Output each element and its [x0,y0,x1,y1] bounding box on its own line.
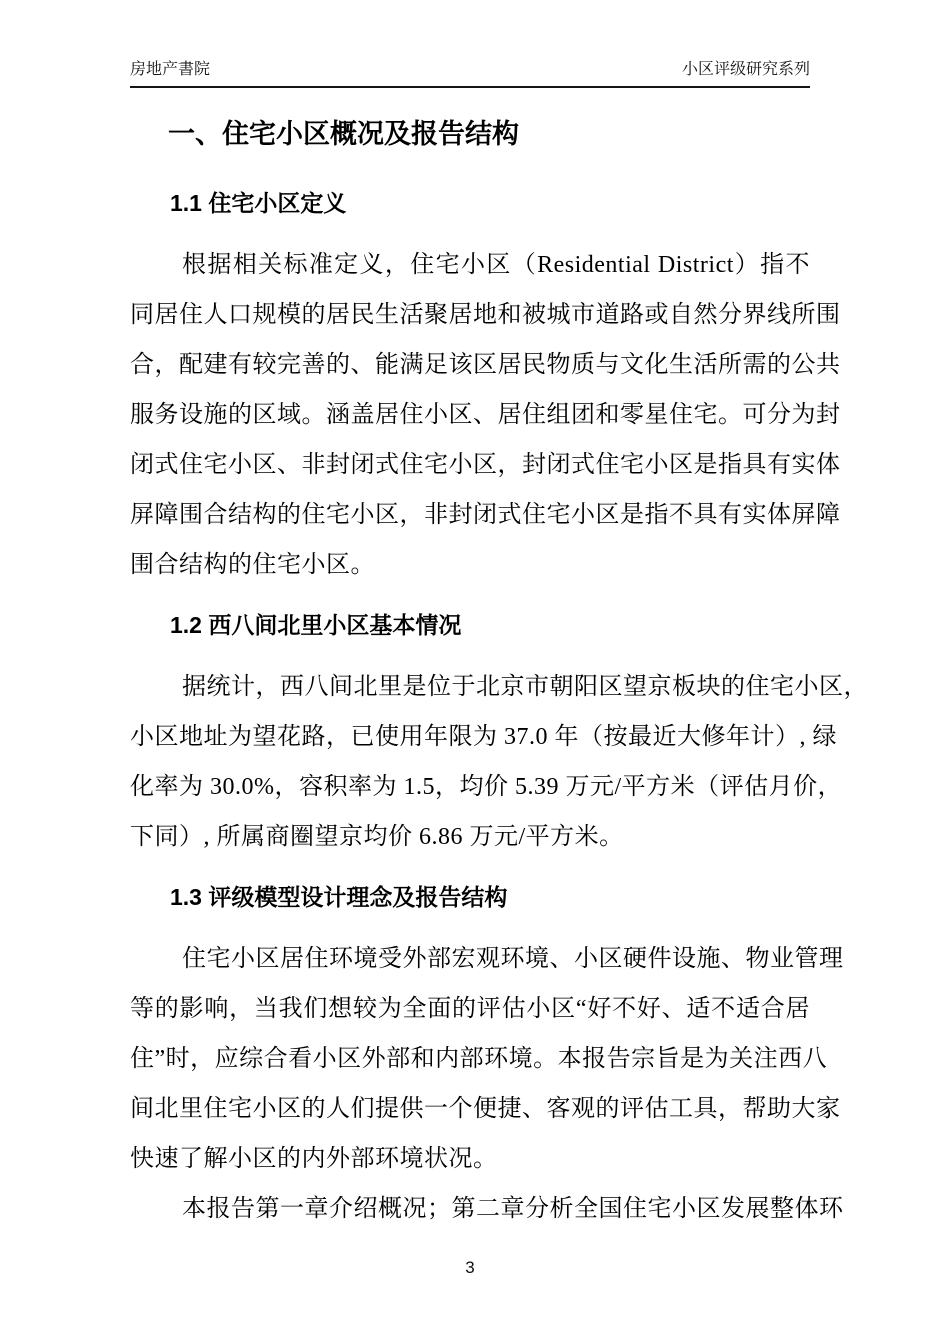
paragraph-line: 本报告第一章介绍概况；第二章分析全国住宅小区发展整体环 [182,1196,844,1222]
paragraph-line: 围合结构的住宅小区。 [130,552,375,578]
section-heading-1-1: 1.1 住宅小区定义 [170,190,347,216]
page-footer [130,1258,810,1278]
section-heading-1-3: 1.3 评级模型设计理念及报告结构 [170,884,508,910]
paragraph-line: 小区地址为望花路，已使用年限为 37.0 年（按最近大修年计）, 绿 [130,724,837,750]
section-1-1-paragraph [130,240,841,590]
paragraph-line: 同居住人口规模的居民生活聚居地和被城市道路或自然分界线所围 [130,302,841,328]
page-header [130,0,810,88]
paragraph-line: 化率为 30.0%，容积率为 1.5，均价 5.39 万元/平方米（评估月价， [130,774,843,800]
paragraph-line: 闭式住宅小区、非封闭式住宅小区，封闭式住宅小区是指具有实体 [130,452,841,478]
section-1-2-paragraph [130,662,868,862]
paragraph-line: 下同）, 所属商圈望京均价 6.86 万元/平方米。 [130,824,624,850]
paragraph-line: 根据相关标准定义，住宅小区（Residential District）指不 [182,252,810,278]
paragraph-line: 服务设施的区域。涵盖居住小区、居住组团和零星住宅。可分为封 [130,402,841,428]
paragraph-line: 住宅小区居住环境受外部宏观环境、小区硬件设施、物业管理 [182,946,844,972]
continuation-paragraph [130,1184,844,1234]
chapter-title: 一、住宅小区概况及报告结构 [168,119,519,149]
paragraph-line: 住”时，应综合看小区外部和内部环境。本报告宗旨是为关注西八 [130,1046,828,1072]
section-heading-1-2: 1.2 西八间北里小区基本情况 [170,612,462,638]
paragraph-line: 合，配建有较完善的、能满足该区居民物质与文化生活所需的公共 [130,352,841,378]
page-number: 3 [465,1258,475,1277]
paragraph-line: 据统计，西八间北里是位于北京市朝阳区望京板块的住宅小区， [182,674,868,700]
paragraph-line: 快速了解小区的内外部环境状况。 [130,1146,498,1172]
paragraph-line: 屏障围合结构的住宅小区，非封闭式住宅小区是指不具有实体屏障 [130,502,841,528]
header-left-text: 房地产書院 [130,61,211,78]
section-1-3-paragraph [130,934,844,1184]
header-right-text: 小区评级研究系列 [681,61,810,78]
paragraph-line: 等的影响，当我们想较为全面的评估小区“好不好、适不适合居 [130,996,810,1022]
paragraph-line: 间北里住宅小区的人们提供一个便捷、客观的评估工具，帮助大家 [130,1096,841,1122]
